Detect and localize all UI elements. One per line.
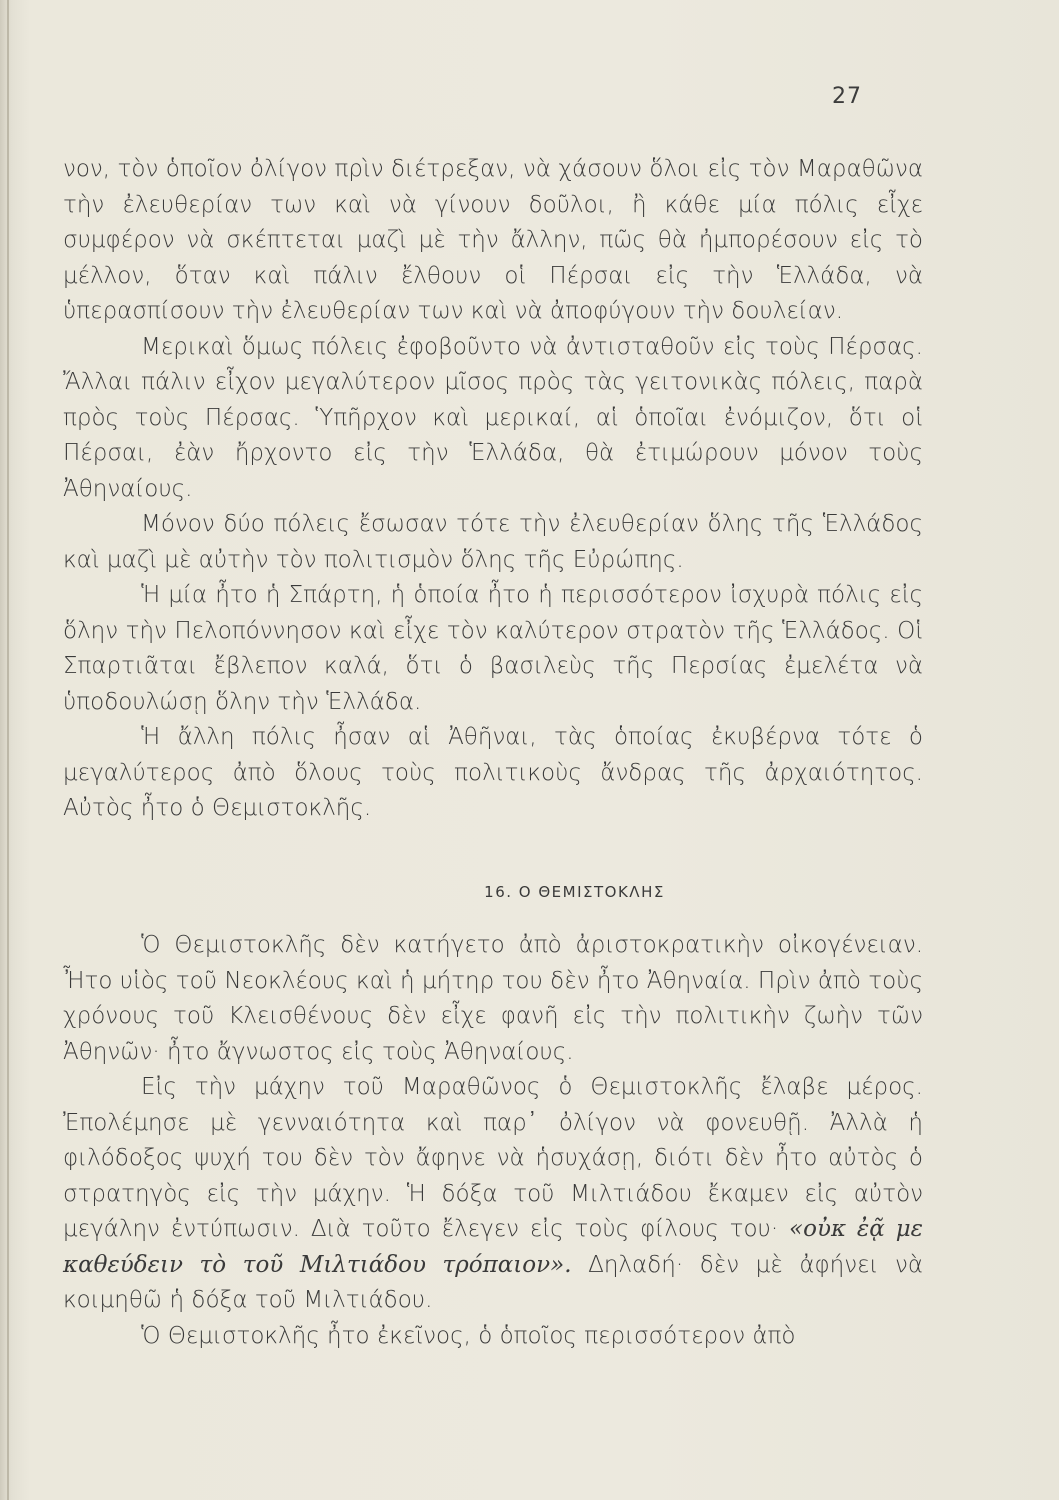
paragraph-6: Ὁ Θεμιστοκλῆς δὲν κατήγετο ἀπὸ ἀριστοκρατικὴν οἰκογένειαν. Ἦτο υἱὸς τοῦ Νεοκλέους καὶ ἡ μήτηρ του δὲν ἦτο Ἀθηναία. Πρὶν ἀπὸ τοὺς χρόνους τοῦ Κλεισθένους δὲν εἶχε φανῆ εἰς τὴν πολιτικὴν ζωὴν τῶν Ἀθηνῶν· ἦτο ἄγνωστος εἰς τοὺς Ἀθηναίους. — [63, 932, 923, 1065]
miltiades-quote: «οὐκ ἐᾷ με καθεύδειν τὸ τοῦ Μιλτιάδου τρόπαιον». — [63, 1216, 923, 1278]
paragraph-8: Ὁ Θεμιστοκλῆς ἦτο ἐκεῖνος, ὁ ὁποῖος περισσότερον ἀπὸ — [141, 1322, 796, 1349]
section-heading — [0, 883, 1059, 901]
paragraph-4: Ἡ μία ἦτο ἡ Σπάρτη, ἡ ὁποία ἦτο ἡ περισσότερον ἰσχυρὰ πόλις εἰς ὅλην τὴν Πελοπόννησον καὶ εἶχε τὸν καλύτερον στρατὸν τῆς Ἑλλάδος. Οἱ Σπαρτιᾶται ἔβλεπον καλά, ὅτι ὁ βασιλεὺς τῆς Περσίας ἐμελέτα νὰ ὑποδουλώσῃ ὅλην τὴν Ἑλλάδα. — [63, 582, 923, 715]
paragraph-5: Ἡ ἄλλη πόλις ἦσαν αἱ Ἀθῆναι, τὰς ὁποίας ἐκυβέρνα τότε ὁ μεγαλύτερος ἀπὸ ὅλους τοὺς πολιτικοὺς ἄνδρας τῆς ἀρχαιότητος. Αὐτὸς ἦτο ὁ Θεμιστοκλῆς. — [63, 724, 923, 821]
page-number: 27 — [832, 84, 862, 109]
binding-line — [7, 0, 9, 1500]
section-heading-text: 16. Ο ΘΕΜΙΣΤΟΚΛΗΣ — [484, 883, 665, 901]
quote-explanation: Δηλαδή· δὲν μὲ ἀφήνει νὰ κοιμηθῶ ἡ δόξα τοῦ Μιλτιάδου. — [63, 1251, 924, 1313]
paragraph-3: Μόνον δύο πόλεις ἔσωσαν τότε τὴν ἐλευθερίαν ὅλης τῆς Ἑλλάδος καὶ μαζὶ μὲ αὐτὴν τὸν πολιτισμὸν ὅλης τῆς Εὐρώπης. — [63, 511, 923, 573]
paragraph-7 — [63, 1070, 923, 1319]
paragraph-1: νον, τὸν ὁποῖον ὀλίγον πρὶν διέτρεξαν, νὰ χάσουν ὅλοι εἰς τὸν Μαραθῶνα τὴν ἐλευθερίαν των καὶ νὰ γίνουν δοῦλοι, ἢ κάθε μία πόλις εἶχε συμφέρον νὰ σκέπτεται μαζὶ μὲ τὴν ἄλλην, πῶς θὰ ἠμπορέσουν εἰς τὸ μέλλον, ὅταν καὶ πάλιν ἔλθουν οἱ Πέρσαι εἰς τὴν Ἑλλάδα, νὰ ὑπερασπίσουν τὴν ἐλευθερίαν των καὶ νὰ ἀποφύγουν τὴν δουλείαν. — [63, 156, 923, 324]
paragraph-2: Μερικαὶ ὅμως πόλεις ἐφοβοῦντο νὰ ἀντισταθοῦν εἰς τοὺς Πέρσας. Ἄλλαι πάλιν εἶχον μεγαλύτερον μῖσος πρὸς τὰς γειτονικὰς πόλεις, παρὰ πρὸς τοὺς Πέρσας. Ὑπῆρχον καὶ μερικαί, αἱ ὁποῖαι ἐνόμιζον, ὅτι οἱ Πέρσαι, ἐὰν ἤρχοντο εἰς τὴν Ἑλλάδα, θὰ ἐτιμώρουν μόνον τοὺς Ἀθηναίους. — [63, 333, 923, 502]
body-text-top — [63, 152, 923, 827]
body-text-bottom — [63, 928, 923, 1354]
paragraph-7-text: Εἰς τὴν μάχην τοῦ Μαραθῶνος ὁ Θεμιστοκλῆς ἔλαβε μέρος. Ἐπολέμησε μὲ γενναιότητα καὶ παρ᾽ ὀλίγον νὰ φονευθῇ. Ἀλλὰ ἡ φιλόδοξος ψυχή του δὲν τὸν ἄφηνε νὰ ἡσυχάσῃ, διότι δὲν ἦτο αὐτὸς ὁ στρατηγὸς εἰς τὴν μάχην. Ἡ δόξα τοῦ Μιλτιάδου ἔκαμεν εἰς αὐτὸν μεγάλην ἐντύπωσιν. Διὰ τοῦτο ἔλεγεν εἰς τοὺς φίλους του· — [63, 1074, 923, 1242]
binding-edge — [0, 0, 12, 1500]
